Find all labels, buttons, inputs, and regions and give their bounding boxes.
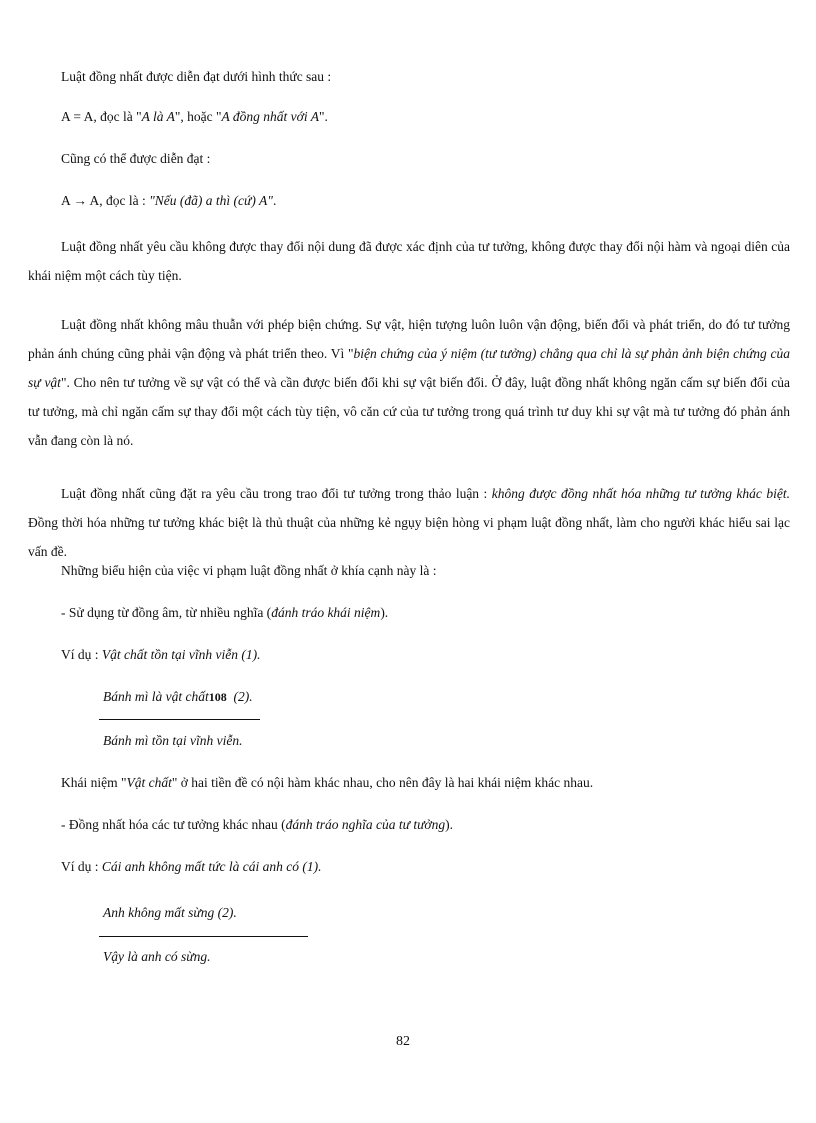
example2-premise1 [61, 858, 321, 876]
example1-premise2 [103, 688, 253, 706]
example1-conclusion [103, 732, 242, 750]
italic-text: Cái anh không mất tức là cái anh có (1). [101, 859, 322, 874]
line-a-equals-a [61, 108, 328, 126]
text: Cũng có thể được diễn đạt : [61, 151, 211, 166]
paragraph-dialectics [28, 310, 790, 455]
italic-text: Vật chất [126, 775, 172, 790]
italic-quote: biện chứng của ý niệm (tư tưởng) chẳng qua chỉ là sự phản ảnh biện chứng của sự vật [28, 346, 790, 390]
text: ". Cho nên tư tưởng về sự vật có thể và cần được biến đổi khi sự vật biến đổi. Ở đây, luật đồng nhất không ngăn cấm sự biến đổi của tư tưởng, mà chỉ ngăn cấm sự thay đổi một cách tùy tiện, vô căn cứ của tư tưởng trong quá trình tư duy khi sự vật mà tư tưởng đó phản ánh vẫn đang còn là nó. [28, 375, 791, 448]
syllogism-rule-1 [99, 719, 260, 720]
line-manifestations [61, 562, 436, 580]
text: " ở hai tiền đề có nội hàm khác nhau, cho nên đây là hai khái niệm khác nhau. [171, 775, 594, 790]
italic-text: A là A [141, 109, 175, 124]
text: Luật đồng nhất yêu cầu không được thay đổi nội dung đã được xác định của tư tưởng, không được thay đổi nội hàm và ngoại diên của khái niệm một cách tùy tiện. [28, 239, 790, 283]
italic-text: đánh tráo khái niệm [271, 605, 381, 620]
paragraph-discussion [28, 479, 790, 566]
italic-text: đánh tráo nghĩa của tư tưởng [285, 817, 446, 832]
line-concept-note [61, 774, 593, 792]
text: A = A, đọc là " [61, 109, 142, 124]
example2-premise2 [103, 904, 237, 922]
italic-text: Vật chất tồn tại vĩnh viễn (1). [101, 647, 261, 662]
text: ). [380, 605, 389, 620]
text: . [272, 193, 277, 208]
italic-text: Bánh mì tồn tại vĩnh viễn. [103, 733, 243, 748]
text: A → A, đọc là : [61, 193, 150, 208]
example2-conclusion [103, 948, 210, 966]
italic-text: "Nếu (đã) a thì (cứ) A" [149, 193, 273, 208]
line-alternative [61, 150, 210, 168]
text: ). [445, 817, 454, 832]
example1-premise1 [61, 646, 260, 664]
text: ". [318, 109, 328, 124]
italic-text: Anh không mất sừng (2). [103, 905, 237, 920]
bullet-homonym [61, 604, 388, 622]
text: Khái niệm " [61, 775, 127, 790]
text: Luật đồng nhất cũng đặt ra yêu cầu trong trao đổi tư tưởng trong thảo luận : [61, 486, 492, 501]
line-a-implies-a [61, 192, 276, 210]
italic-text: A đồng nhất với A [221, 109, 319, 124]
paragraph-requirement [28, 232, 790, 290]
syllogism-rule-2 [99, 936, 308, 937]
bullet-thought-identity [61, 816, 453, 834]
text: Đồng thời hóa những tư tưởng khác biệt là thủ thuật của những kẻ ngụy biện hòng vi phạm luật đồng nhất, làm cho người khác hiểu sai lạc vấn đề. [28, 515, 790, 559]
text: - Đồng nhất hóa các tư tưởng khác nhau ( [61, 817, 286, 832]
example-label: Ví dụ : [61, 859, 102, 874]
italic-text: Vậy là anh có sừng. [103, 949, 211, 964]
text: Luật đồng nhất không mâu thuẫn với phép biện chứng. Sự vật, hiện tượng luôn luôn vận động, biến đổi và phát triển, do đó tư tưởng phản ánh chúng cũng phải vận động và phát triển theo. Vì " [28, 317, 790, 361]
example-label: Ví dụ : [61, 647, 102, 662]
line-identity-expression [61, 68, 331, 86]
text: - Sử dụng từ đồng âm, từ nhiều nghĩa ( [61, 605, 272, 620]
italic-text: Bánh mì là vật chất [103, 689, 209, 704]
italic-text: (2). [226, 689, 253, 704]
text: ", hoặc " [174, 109, 222, 124]
text: Luật đồng nhất được diễn đạt dưới hình thức sau : [61, 69, 332, 84]
italic-text: không được đồng nhất hóa những tư tưởng khác biệt. [491, 486, 790, 501]
footnote-mark: 108 [208, 690, 227, 704]
page-number: 82 [396, 1034, 410, 1049]
text: Những biểu hiện của việc vi phạm luật đồng nhất ở khía cạnh này là : [61, 563, 437, 578]
